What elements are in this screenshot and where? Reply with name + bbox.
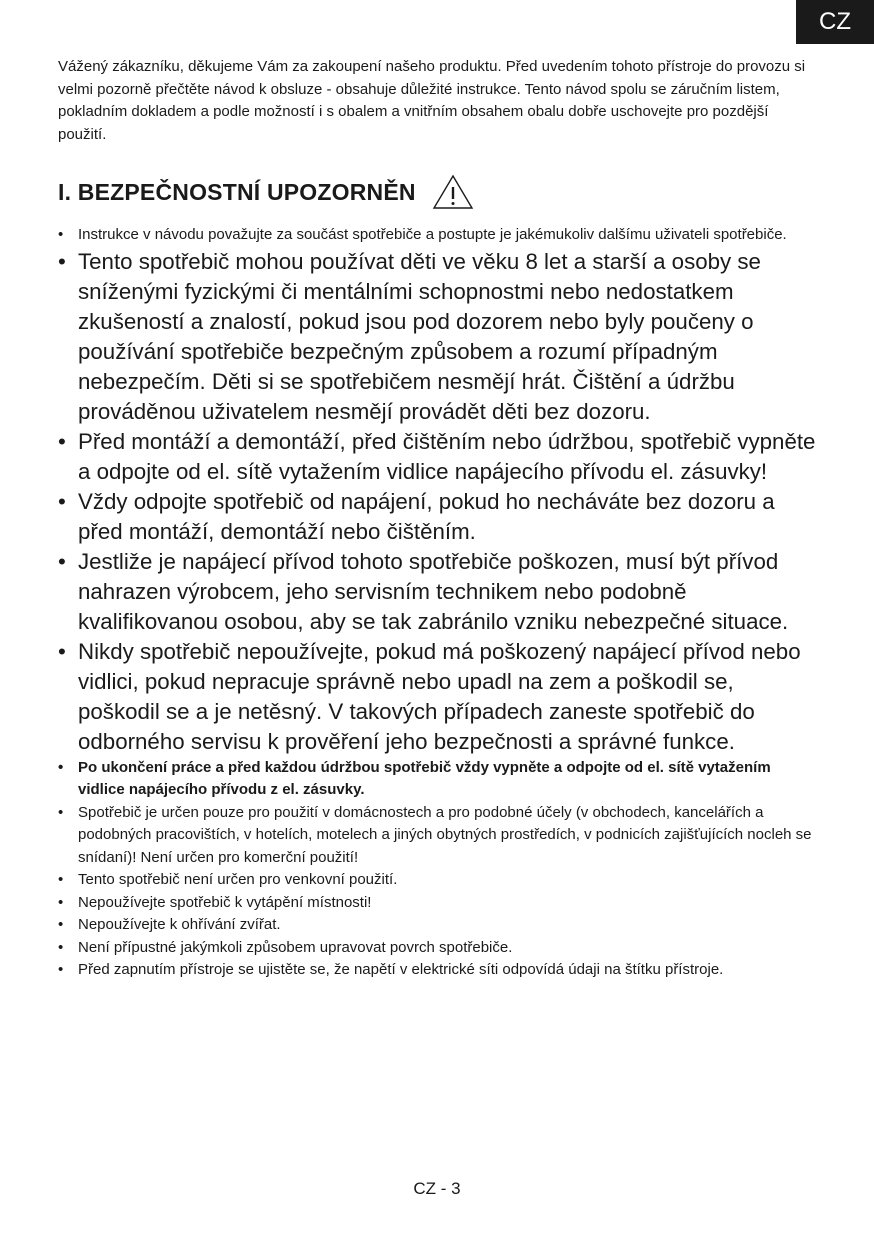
list-item: • Před zapnutím přístroje se ujistěte se, že napětí v elektrické síti odpovídá údaji na štítku přístroje. <box>58 959 820 982</box>
list-item: • Spotřebič je určen pouze pro použití v domácnostech a pro podobné účely (v obchodech, kancelářích a podobných pracovištích, v hotelích, motelech a jiných obytných prostředích, v podnicích zajišťujících nocleh se snídaní)! Není určen pro komerční použití! <box>58 802 820 870</box>
page-number: CZ - 3 <box>413 1179 461 1198</box>
warning-triangle-icon <box>432 174 474 210</box>
section-title: I. BEZPEČNOSTNÍ UPOZORNĚN <box>58 179 416 205</box>
list-item: • Vždy odpojte spotřebič od napájení, pokud ho necháváte bez dozoru a před montáží, demontáží nebo čištěním. <box>58 487 820 547</box>
list-item: • Jestliže je napájecí přívod tohoto spotřebiče poškozen, musí být přívod nahrazen výrobcem, jeho servisním technikem nebo podobně kvalifikovanou osobou, aby se tak zabránilo vzniku nebezpečné situace. <box>58 547 820 637</box>
list-item: • Tento spotřebič mohou používat děti ve věku 8 let a starší a osoby se sníženými fyzickými či mentálními schopnostmi nebo nedostatkem zkušeností a znalostí, pokud jsou pod dozorem nebo byly poučeny o používání spotřebiče bezpečným způsobem a rozumí případným nebezpečím. Děti si se spotřebičem nesmějí hrát. Čištění a údržbu prováděnou uživatelem nesmějí provádět děti bez dozoru. <box>58 247 820 427</box>
list-item: • Po ukončení práce a před každou údržbou spotřebič vždy vypněte a odpojte od el. sítě vytažením vidlice napájecího přívodu z el. zásuvky. <box>58 757 820 802</box>
safety-bullet-list <box>58 224 820 982</box>
language-tab: CZ <box>796 0 874 44</box>
list-item: • Nepoužívejte k ohřívání zvířat. <box>58 914 820 937</box>
list-item: • Před montáží a demontáží, před čištěním nebo údržbou, spotřebič vypněte a odpojte od el. sítě vytažením vidlice napájecího přívodu el. zásuvky! <box>58 427 820 487</box>
page-content <box>58 56 820 982</box>
list-item: • Není přípustné jakýmkoli způsobem upravovat povrch spotřebiče. <box>58 937 820 960</box>
list-item: • Nikdy spotřebič nepoužívejte, pokud má poškozený napájecí přívod nebo vidlici, pokud nepracuje správně nebo upadl na zem a poškodil se, poškodil se a je netěsný. V takových případech zaneste spotřebič do odborného servisu k prověření jeho bezpečnosti a správné funkce. <box>58 637 820 757</box>
list-item: • Instrukce v návodu považujte za součást spotřebiče a postupte je jakémukoliv dalšímu uživateli spotřebiče. <box>58 224 820 247</box>
intro-paragraph: Vážený zákazníku, děkujeme Vám za zakoupení našeho produktu. Před uvedením tohoto přístroje do provozu si velmi pozorně přečtěte návod k obsluze - obsahuje důležité instrukce. Tento návod spolu se záručním listem, pokladním dokladem a podle možností i s obalem a vnitřním obsahem obalu dobře uschovejte pro pozdější použití. <box>58 58 806 143</box>
list-item: • Nepoužívejte spotřebič k vytápění místnosti! <box>58 892 820 915</box>
section-heading <box>58 174 820 210</box>
list-item: • Tento spotřebič není určen pro venkovní použití. <box>58 869 820 892</box>
